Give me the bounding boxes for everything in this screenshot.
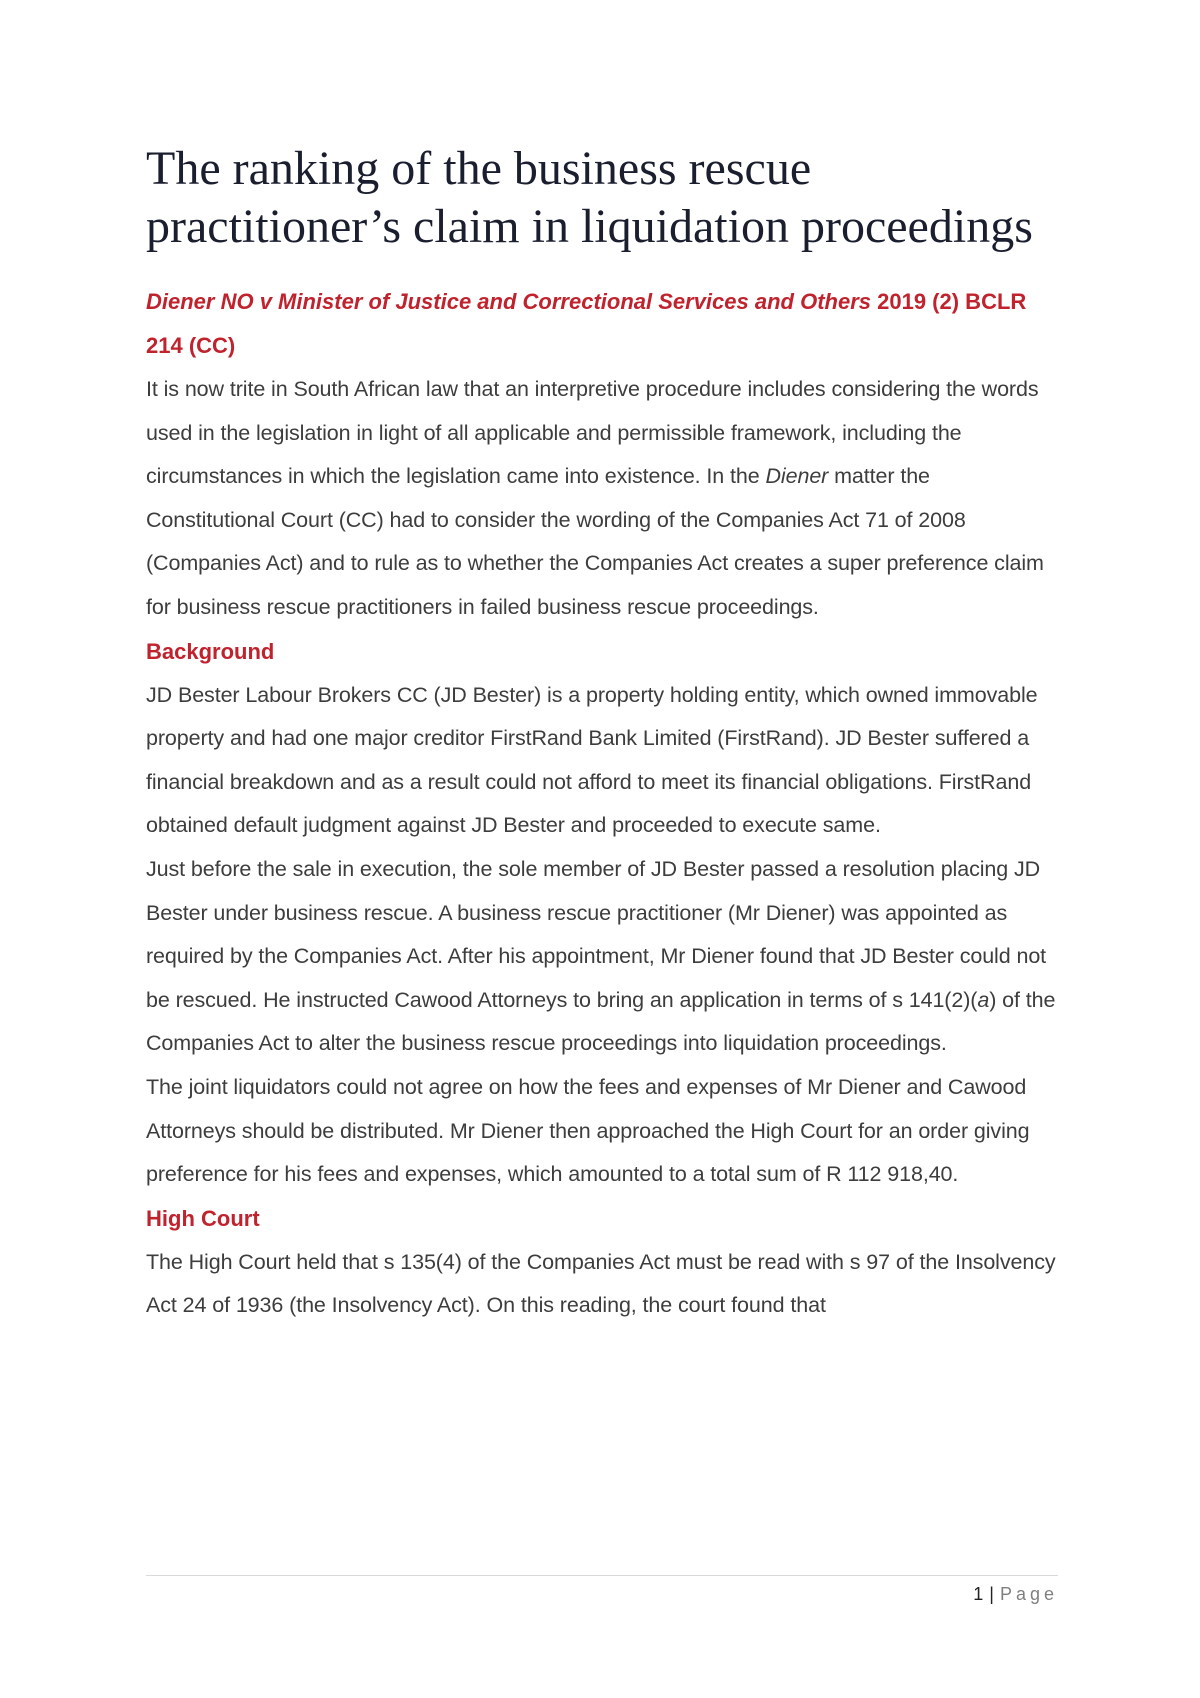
- background-paragraph-3: The joint liquidators could not agree on how the fees and expenses of Mr Diener and Cawood Attorneys should be distributed. Mr Diener then approached the High Court for an order giving preference for his fees and expenses, which amounted to a total sum of R 112 918,40.: [146, 1074, 1030, 1187]
- page-label: Page: [999, 1584, 1058, 1604]
- background-p2-italic: a: [977, 987, 990, 1012]
- case-name: Diener NO v Minister of Justice and Correctional Services and Others: [146, 289, 872, 314]
- case-citation: [146, 280, 1058, 368]
- case-reference: 2019 (2) BCLR 214 (CC): [146, 289, 1027, 358]
- high-court-heading: High Court: [146, 1205, 260, 1231]
- page-footer: [146, 1575, 1058, 1604]
- intro-italic: Diener: [765, 464, 829, 489]
- intro-paragraph: [146, 368, 1058, 630]
- page-number-separator: |: [989, 1584, 994, 1604]
- background-p2-text-1: Just before the sale in execution, the sole member of JD Bester passed a resolution placing JD Bester under business rescue. A business rescue practitioner (Mr Diener) was appointed as required by the Companies Act. After his appointment, Mr Diener found that JD Bester could not be rescued. He instructed Cawood Attorneys to bring an application in terms of s 141(2)(: [146, 856, 1047, 1012]
- background-p2-text-2: ) of the Companies Act to alter the business rescue proceedings into liquidation proceedings.: [146, 987, 1056, 1056]
- high-court-paragraph-1: The High Court held that s 135(4) of the Companies Act must be read with s 97 of the Insolvency Act 24 of 1936 (the Insolvency Act). On this reading, the court found that: [146, 1249, 1056, 1318]
- intro-text-2: matter the Constitutional Court (CC) had to consider the wording of the Companies Act 71 of 2008 (Companies Act) and to rule as to whether the Companies Act creates a super preference claim for business rescue practitioners in failed business rescue proceedings.: [146, 464, 1044, 619]
- page-number-value: 1: [973, 1584, 984, 1604]
- document-title: The ranking of the business rescue practitioner’s claim in liquidation proceedings: [146, 142, 1033, 253]
- background-heading: Background: [146, 638, 275, 664]
- intro-text-1: It is now trite in South African law that an interpretive procedure includes considering the words used in the legislation in light of all applicable and permissible framework, including the circumstances in which the legislation came into existence. In the: [146, 377, 1039, 489]
- background-paragraph-1: JD Bester Labour Brokers CC (JD Bester) is a property holding entity, which owned immovable property and had one major creditor FirstRand Bank Limited (FirstRand). JD Bester suffered a financial breakdown and as a result could not afford to meet its financial obligations. FirstRand obtained default judgment against JD Bester and proceeded to execute same.: [146, 682, 1038, 838]
- background-paragraph-2: [146, 848, 1058, 1066]
- page-number: [973, 1584, 1058, 1605]
- document-page: [146, 140, 1058, 1328]
